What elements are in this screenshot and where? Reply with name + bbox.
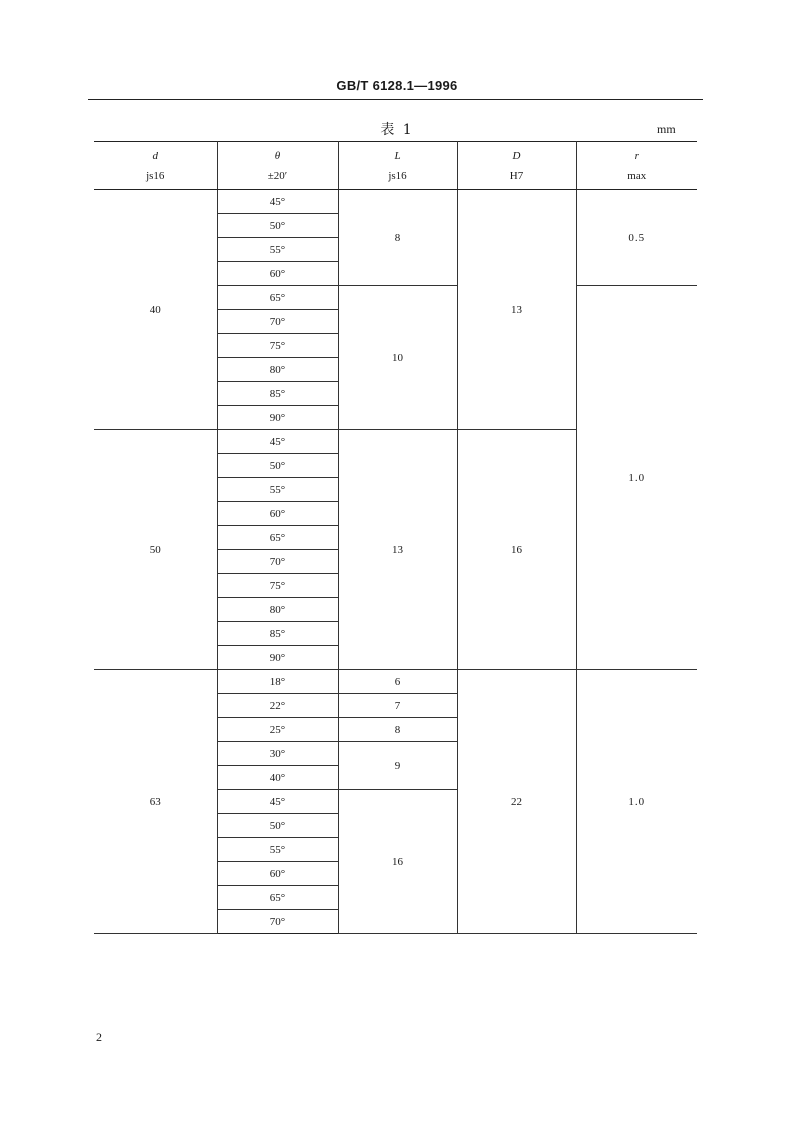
d-cell: 50 <box>94 430 217 670</box>
theta-cell: 55° <box>217 838 338 862</box>
theta-cell: 80° <box>217 598 338 622</box>
header-theta <box>217 142 338 190</box>
theta-cell: 65° <box>217 526 338 550</box>
theta-cell: 75° <box>217 574 338 598</box>
table-title: 表 1 <box>380 122 414 138</box>
theta-cell: 65° <box>217 886 338 910</box>
header-l-tolerance: js16 <box>388 169 407 182</box>
theta-cell: 45° <box>217 790 338 814</box>
theta-cell: 65° <box>217 286 338 310</box>
theta-cell: 50° <box>217 814 338 838</box>
d-cell: 40 <box>94 190 217 430</box>
theta-cell: 70° <box>217 310 338 334</box>
header-big-d-tolerance: H7 <box>509 169 524 182</box>
header-d-tolerance: js16 <box>146 169 165 182</box>
table-unit: mm <box>657 122 676 136</box>
theta-cell: 18° <box>217 670 338 694</box>
spec-table <box>94 141 697 934</box>
big-d-cell: 16 <box>457 430 576 670</box>
theta-cell: 25° <box>217 718 338 742</box>
d-cell: 63 <box>94 670 217 934</box>
l-cell: 9 <box>338 742 457 790</box>
theta-cell: 55° <box>217 478 338 502</box>
theta-cell: 90° <box>217 646 338 670</box>
r-cell: 0.5 <box>576 190 697 286</box>
theta-cell: 85° <box>217 382 338 406</box>
header-row <box>94 142 697 190</box>
header-theta-symbol: θ <box>274 149 281 162</box>
l-cell: 8 <box>338 190 457 286</box>
header-big-d <box>457 142 576 190</box>
theta-cell: 55° <box>217 238 338 262</box>
header-big-d-symbol: D <box>512 149 521 162</box>
header-r <box>576 142 697 190</box>
header-theta-tolerance: ±20′ <box>267 169 288 182</box>
theta-cell: 70° <box>217 550 338 574</box>
header-d-symbol: d <box>152 149 158 162</box>
table-row <box>94 670 697 694</box>
r-cell: 1.0 <box>576 286 697 670</box>
header-r-limit: max <box>627 169 647 182</box>
header-l <box>338 142 457 190</box>
theta-cell: 50° <box>217 454 338 478</box>
theta-cell: 30° <box>217 742 338 766</box>
theta-cell: 40° <box>217 766 338 790</box>
theta-cell: 50° <box>217 214 338 238</box>
l-cell: 8 <box>338 718 457 742</box>
r-cell: 1.0 <box>576 670 697 934</box>
header-d <box>94 142 217 190</box>
theta-cell: 45° <box>217 430 338 454</box>
l-cell: 7 <box>338 694 457 718</box>
theta-cell: 80° <box>217 358 338 382</box>
theta-cell: 60° <box>217 262 338 286</box>
theta-cell: 60° <box>217 502 338 526</box>
theta-cell: 85° <box>217 622 338 646</box>
theta-cell: 70° <box>217 910 338 934</box>
header-rule <box>88 99 703 100</box>
l-cell: 6 <box>338 670 457 694</box>
page-number: 2 <box>96 1030 102 1044</box>
big-d-cell: 13 <box>457 190 576 430</box>
l-cell: 13 <box>338 430 457 670</box>
header-l-symbol: L <box>394 149 401 162</box>
l-cell: 16 <box>338 790 457 934</box>
l-cell: 10 <box>338 286 457 430</box>
table-row <box>94 190 697 214</box>
standard-id: GB/T 6128.1—1996 <box>336 78 458 93</box>
theta-cell: 22° <box>217 694 338 718</box>
big-d-cell: 22 <box>457 670 576 934</box>
header-r-symbol: r <box>634 149 639 162</box>
theta-cell: 75° <box>217 334 338 358</box>
theta-cell: 45° <box>217 190 338 214</box>
theta-cell: 90° <box>217 406 338 430</box>
theta-cell: 60° <box>217 862 338 886</box>
